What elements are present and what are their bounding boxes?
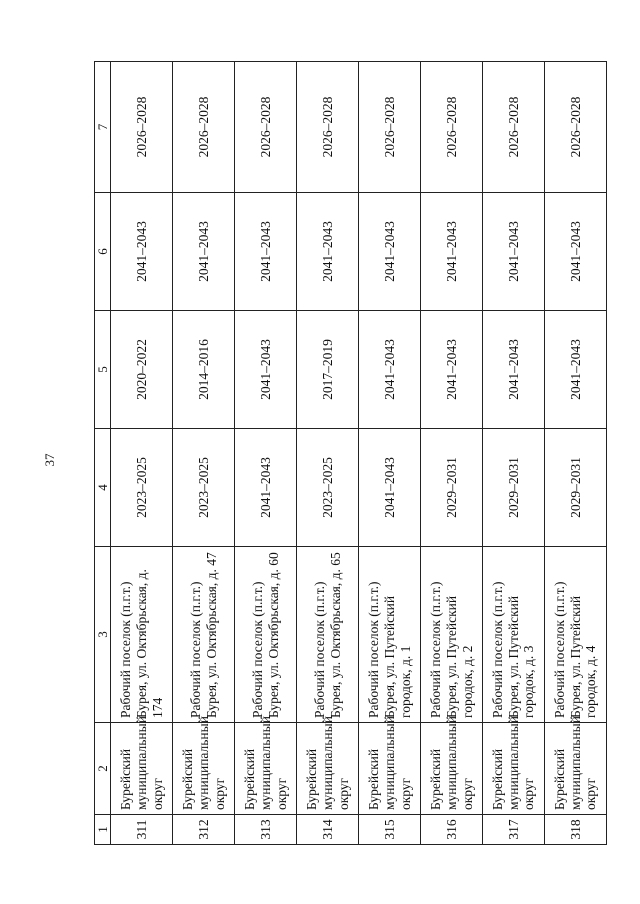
- column-number-header: 7: [95, 62, 111, 193]
- period-cell: 2023–2025: [173, 429, 235, 547]
- period-cell: 2041–2043: [421, 311, 483, 429]
- column-number-header: 3: [95, 547, 111, 723]
- row-number-cell: 318: [545, 815, 607, 845]
- table-row: [545, 62, 607, 845]
- period-cell: 2014–2016: [173, 311, 235, 429]
- column-number-header: 6: [95, 193, 111, 311]
- table-row: [173, 62, 235, 845]
- district-cell: Бурейский муниципальный округ: [173, 723, 235, 815]
- period-cell: 2023–2025: [297, 429, 359, 547]
- row-number-cell: 315: [359, 815, 421, 845]
- period-cell: 2041–2043: [235, 311, 297, 429]
- period-cell: 2029–2031: [545, 429, 607, 547]
- period-cell: 2041–2043: [359, 429, 421, 547]
- period-cell: 2041–2043: [421, 193, 483, 311]
- row-number-cell: 313: [235, 815, 297, 845]
- row-number-cell: 316: [421, 815, 483, 845]
- rotated-table-wrapper: [94, 62, 607, 845]
- district-cell: Бурейский муниципальный округ: [359, 723, 421, 815]
- period-cell: 2023–2025: [111, 429, 173, 547]
- address-cell: Рабочий поселок (п.г.т.) Бурея, ул. Октябрьская, д. 65: [297, 547, 359, 723]
- period-cell: 2026–2028: [545, 62, 607, 193]
- table-row: [421, 62, 483, 845]
- district-cell: Бурейский муниципальный округ: [421, 723, 483, 815]
- period-cell: 2029–2031: [483, 429, 545, 547]
- period-cell: 2026–2028: [359, 62, 421, 193]
- column-number-header: 2: [95, 723, 111, 815]
- district-cell: Бурейский муниципальный округ: [545, 723, 607, 815]
- period-cell: 2041–2043: [545, 193, 607, 311]
- period-cell: 2029–2031: [421, 429, 483, 547]
- period-cell: 2041–2043: [297, 193, 359, 311]
- period-cell: 2041–2043: [483, 193, 545, 311]
- period-cell: 2026–2028: [111, 62, 173, 193]
- address-cell: Рабочий поселок (п.г.т.) Бурея, ул. Путейский городок, д. 1: [359, 547, 421, 723]
- column-number-header: 1: [95, 815, 111, 845]
- address-cell: Рабочий поселок (п.г.т.) Бурея, ул. Октябрьская, д. 174: [111, 547, 173, 723]
- period-cell: 2026–2028: [297, 62, 359, 193]
- capital-repair-schedule-table: [94, 61, 607, 845]
- table-row: [359, 62, 421, 845]
- row-number-cell: 311: [111, 815, 173, 845]
- column-number-header: 4: [95, 429, 111, 547]
- period-cell: 2041–2043: [235, 193, 297, 311]
- period-cell: 2041–2043: [173, 193, 235, 311]
- column-number-header-row: [95, 62, 111, 845]
- district-cell: Бурейский муниципальный округ: [235, 723, 297, 815]
- district-cell: Бурейский муниципальный округ: [111, 723, 173, 815]
- period-cell: 2041–2043: [111, 193, 173, 311]
- address-cell: Рабочий поселок (п.г.т.) Бурея, ул. Путейский городок, д. 2: [421, 547, 483, 723]
- row-number-cell: 317: [483, 815, 545, 845]
- district-cell: Бурейский муниципальный округ: [297, 723, 359, 815]
- address-cell: Рабочий поселок (п.г.т.) Бурея, ул. Октябрьская, д. 60: [235, 547, 297, 723]
- table-row: [235, 62, 297, 845]
- column-number-header: 5: [95, 311, 111, 429]
- table-row: [297, 62, 359, 845]
- table-row: [483, 62, 545, 845]
- row-number-cell: 312: [173, 815, 235, 845]
- table-row: [111, 62, 173, 845]
- period-cell: 2026–2028: [421, 62, 483, 193]
- table-body: [95, 62, 607, 845]
- period-cell: 2026–2028: [235, 62, 297, 193]
- period-cell: 2041–2043: [359, 193, 421, 311]
- period-cell: 2017–2019: [297, 311, 359, 429]
- row-number-cell: 314: [297, 815, 359, 845]
- period-cell: 2041–2043: [235, 429, 297, 547]
- period-cell: 2020–2022: [111, 311, 173, 429]
- address-cell: Рабочий поселок (п.г.т.) Бурея, ул. Октябрьская, д. 47: [173, 547, 235, 723]
- address-cell: Рабочий поселок (п.г.т.) Бурея, ул. Путейский городок, д. 3: [483, 547, 545, 723]
- page-number: 37: [42, 453, 57, 467]
- period-cell: 2041–2043: [483, 311, 545, 429]
- period-cell: 2026–2028: [483, 62, 545, 193]
- period-cell: 2041–2043: [545, 311, 607, 429]
- period-cell: 2041–2043: [359, 311, 421, 429]
- district-cell: Бурейский муниципальный округ: [483, 723, 545, 815]
- address-cell: Рабочий поселок (п.г.т.) Бурея, ул. Путейский городок, д. 4: [545, 547, 607, 723]
- period-cell: 2026–2028: [173, 62, 235, 193]
